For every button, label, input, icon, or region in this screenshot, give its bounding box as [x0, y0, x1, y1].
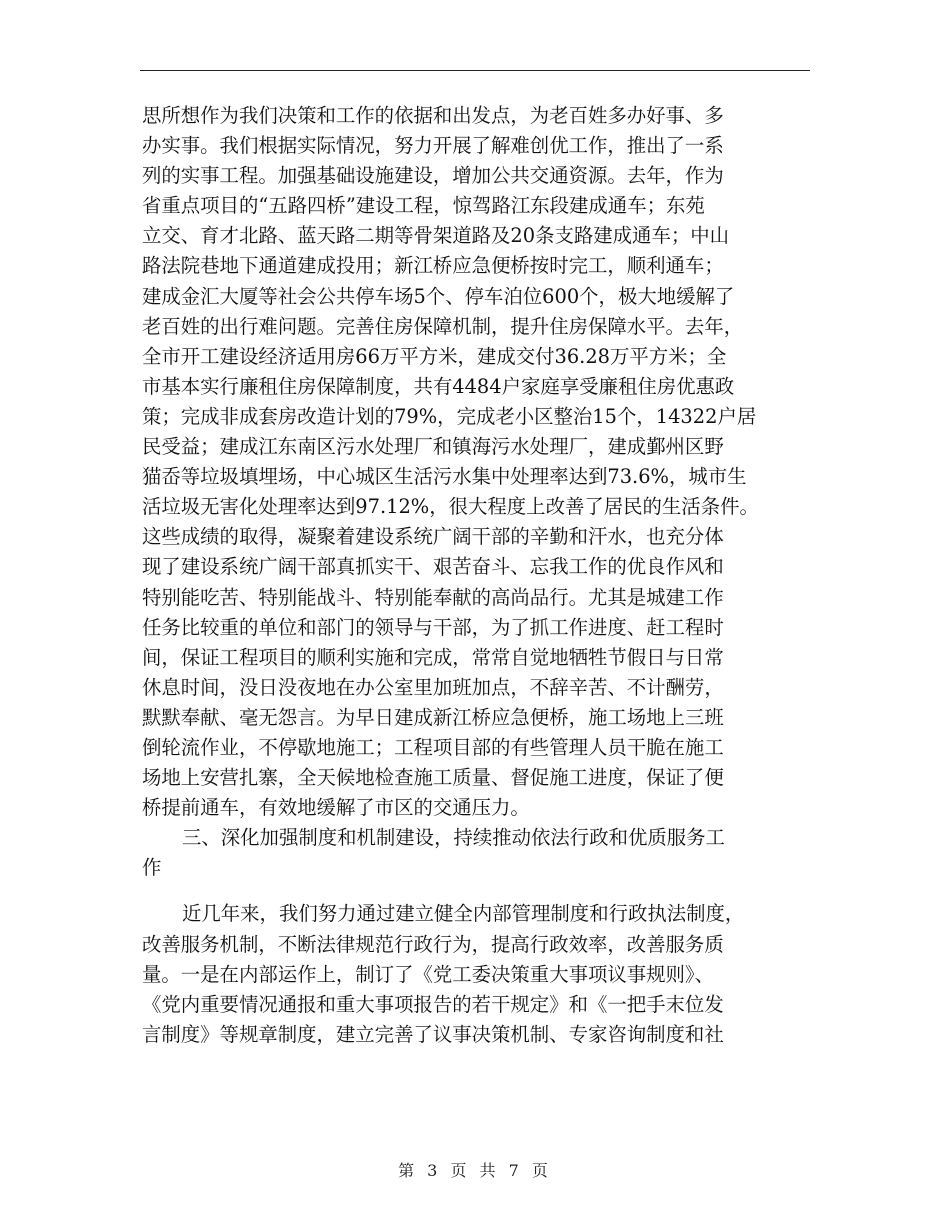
paragraph-institution-building	[142, 899, 810, 1049]
paragraph-achievements	[142, 101, 810, 823]
text-line: 《党内重要情况通报和重大事项报告的若干规定》和《一把手末位发	[142, 992, 724, 1016]
text-line: 倒轮流作业，不停歇地施工；工程项目部的有些管理人员干脆在施工	[142, 735, 724, 759]
text-line: 民受益；建成江东南区污水处理厂和镇海污水处理厂，建成鄞州区野	[142, 435, 724, 459]
text-line: 建成金汇大厦等社会公共停车场5个、停车泊位600个，极大地缓解了	[142, 284, 735, 308]
text-line: 列的实事工程。加强基础设施建设，增加公共交通资源。去年，作为	[142, 164, 724, 188]
text-line: 路法院巷地下通道建成投用；新江桥应急便桥按时完工，顺利通车；	[142, 254, 724, 278]
text-line: 间，保证工程项目的顺利实施和完成，常常自觉地牺牲节假日与日常	[142, 645, 724, 669]
document-body	[142, 101, 810, 1050]
text-line: 老百姓的出行难问题。完善住房保障机制，提升住房保障水平。去年，	[142, 314, 744, 338]
text-line: 场地上安营扎寨，全天候地检查施工质量、督促施工进度，保证了便	[142, 766, 724, 790]
text-line: 思所想作为我们决策和工作的依据和出发点，为老百姓多办好事、多	[142, 104, 724, 127]
text-line: 近几年来，我们努力通过建立健全内部管理制度和行政执法制度，	[182, 902, 745, 926]
section-heading	[142, 823, 810, 883]
text-line: 任务比较重的单位和部门的领导与干部，为了抓工作进度、赶工程时	[142, 615, 724, 639]
text-line: 这些成绩的取得，凝聚着建设系统广阔干部的辛勤和汗水，也充分体	[142, 525, 724, 549]
text-line: 策；完成非成套房改造计划的79%，完成老小区整治15个，14322户居	[142, 404, 757, 428]
text-line: 活垃圾无害化处理率达到97.12%，很大程度上改善了居民的生活条件。	[142, 495, 759, 519]
paragraph-gap	[142, 883, 810, 899]
text-line: 量。一是在内部运作上，制订了《党工委决策重大事项议事规则》、	[142, 962, 715, 986]
text-line: 休息时间，没日没夜地在办公室里加班加点，不辞辛苦、不计酬劳，	[142, 675, 724, 699]
text-line: 现了建设系统广阔干部真抓实干、艰苦奋斗、忘我工作的优良作风和	[142, 555, 724, 579]
text-line: 立交、育才北路、蓝天路二期等骨架道路及20条支路建成通车；中山	[142, 224, 730, 248]
text-line: 改善服务机制，不断法律规范行政行为，提高行政效率，改善服务质	[142, 932, 724, 956]
page-number-footer: 第 3 页 共 7 页	[398, 1161, 552, 1180]
text-line: 办实事。我们根据实际情况，努力开展了解难创优工作，推出了一系	[142, 134, 724, 158]
text-line: 全市开工建设经济适用房66万平方米，建成交付36.28万平方米；全	[142, 344, 727, 368]
text-line: 言制度》等规章制度，建立完善了议事决策机制、专家咨询制度和社	[142, 1022, 724, 1046]
text-line: 桥提前通车，有效地缓解了市区的交通压力。	[142, 796, 530, 820]
text-line: 作	[142, 856, 162, 880]
text-line: 默默奉献、毫无怨言。为早日建成新江桥应急便桥，施工场地上三班	[142, 705, 724, 729]
text-line: 三、深化加强制度和机制建设，持续推动依法行政和优质服务工	[182, 826, 725, 850]
header-rule	[140, 70, 810, 71]
text-line: 省重点项目的“五路四桥”建设工程，惊驾路江东段建成通车；东苑	[142, 194, 705, 218]
text-line: 猫岙等垃圾填埋场，中心城区生活污水集中处理率达到73.6%，城市生	[142, 465, 747, 489]
text-line: 市基本实行廉租住房保障制度，共有4484户家庭享受廉租住房优惠政	[142, 374, 735, 398]
text-line: 特别能吃苦、特别能战斗、特别能奉献的高尚品行。尤其是城建工作	[142, 585, 724, 609]
